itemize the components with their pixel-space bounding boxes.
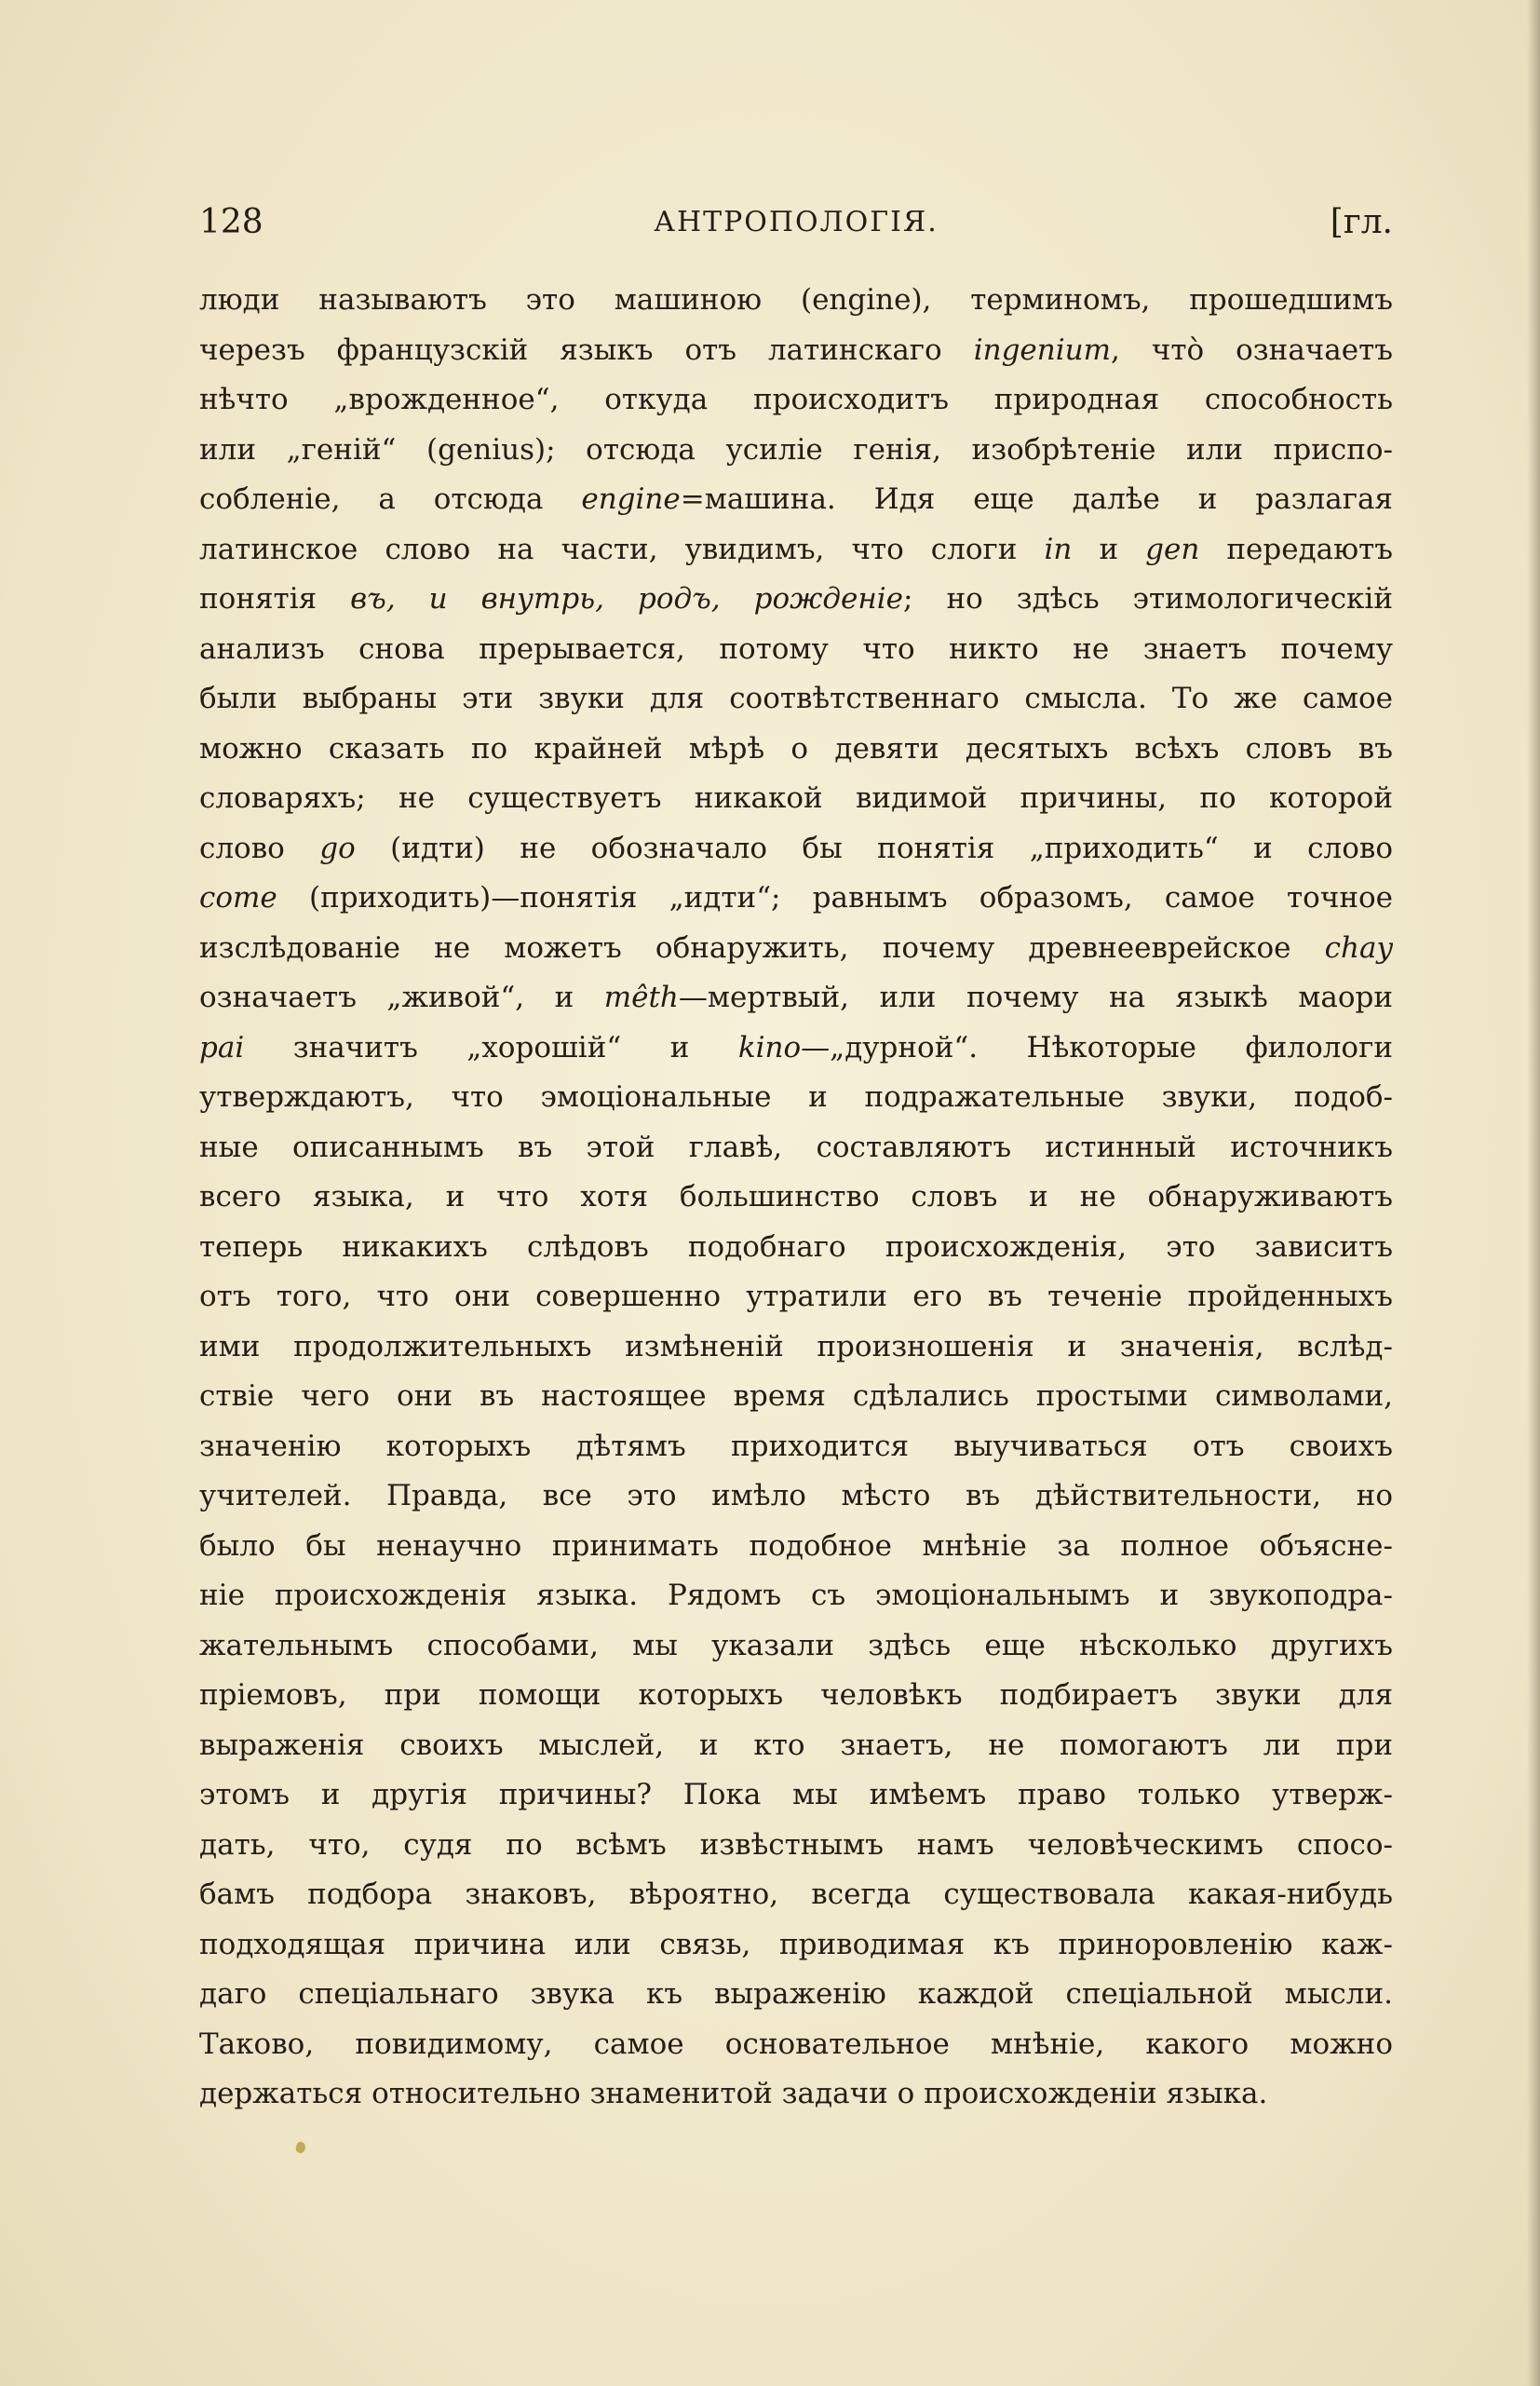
- italic-term: engine: [581, 482, 681, 516]
- text-line: бамъ подбора знаковъ, вѣроятно, всегда существовала какая-нибудь: [199, 1878, 1393, 1911]
- text-line: означаетъ „живой“, и mêth—мертвый, или почему на языкѣ маори: [199, 981, 1393, 1014]
- text-line: или „геній“ (genius); отсюда усиліе генія, изобрѣтеніе или приспо-: [199, 432, 1393, 467]
- text-line: ные описаннымъ въ этой главѣ, составляютъ истинный источникъ: [199, 1130, 1393, 1164]
- text-line: come (приходить)—понятія „идти“; равнымъ образомъ, самое точное: [199, 881, 1393, 915]
- text-line: утверждаютъ, что эмоціональные и подражательные звуки, подоб-: [199, 1080, 1393, 1114]
- ink-spot: [294, 2141, 307, 2155]
- text-line: собленіе, а отсюда engine=машина. Идя еще далѣе и разлагая: [199, 482, 1393, 516]
- text-line: всего языка, и что хотя большинство словъ и не обнаруживаютъ: [199, 1180, 1393, 1213]
- text-line: жательнымъ способами, мы указали здѣсь еще нѣсколько другихъ: [199, 1628, 1393, 1662]
- text-line: ствіе чего они въ настоящее время сдѣлались простыми символами,: [199, 1379, 1393, 1413]
- italic-term: come: [199, 881, 277, 915]
- italic-term: gen: [1145, 532, 1200, 566]
- text-line: ими продолжительныхъ измѣненій произношенія и значенія, вслѣд-: [199, 1329, 1393, 1363]
- text-line: изслѣдованіе не можетъ обнаружить, почему древнееврейское chay: [199, 930, 1393, 965]
- text-line: выраженія своихъ мыслей, и кто знаетъ, не помогаютъ ли при: [199, 1728, 1393, 1762]
- text-line: черезъ французскій языкъ отъ латинскаго ingenium, что̀ означаетъ: [199, 332, 1393, 367]
- body-text: [199, 276, 1393, 2120]
- text-line: Таково, повидимому, самое основательное мнѣніе, какого можно: [199, 2027, 1393, 2061]
- text-line: держаться относительно знаменитой задачи о происхожденіи языка.: [199, 2077, 1268, 2110]
- italic-term: ingenium: [973, 332, 1111, 367]
- text-line: даго спеціальнаго звука къ выраженію каждой спеціальной мысли.: [199, 1977, 1393, 2011]
- page-number: 128: [199, 203, 263, 241]
- text-line: латинское слово на части, увидимъ, что слоги in и gen передаютъ: [199, 532, 1393, 566]
- text-line: отъ того, что они совершенно утратили его въ теченіе пройденныхъ: [199, 1280, 1393, 1313]
- running-title: АНТРОПОЛОГІЯ.: [654, 206, 939, 238]
- text-line: было бы ненаучно принимать подобное мнѣніе за полное объясне-: [199, 1528, 1393, 1563]
- italic-term: pai: [199, 1030, 245, 1064]
- text-line: понятія въ, и внутрь, родъ, рожденіе; но здѣсь этимологическій: [199, 582, 1393, 616]
- text-line: нѣчто „врожденное“, откуда происходитъ природная способность: [199, 383, 1393, 416]
- text-line: теперь никакихъ слѣдовъ подобнаго происхожденія, это зависитъ: [199, 1229, 1393, 1264]
- text-line: пріемовъ, при помощи которыхъ человѣкъ подбираетъ звуки для: [199, 1678, 1393, 1712]
- text-line: учителей. Правда, все это имѣло мѣсто въ дѣйствительности, но: [199, 1479, 1393, 1512]
- text-line: значенію которыхъ дѣтямъ приходится выучиваться отъ своихъ: [199, 1429, 1393, 1463]
- text-line: можно сказать по крайней мѣрѣ о девяти десятыхъ всѣхъ словъ въ: [199, 731, 1393, 766]
- text-line: слово go (идти) не обозначало бы понятія „приходить“ и слово: [199, 831, 1393, 865]
- italic-term: mêth: [603, 981, 679, 1014]
- text-line: ніе происхожденія языка. Рядомъ съ эмоціональнымъ и звукоподра-: [199, 1579, 1393, 1612]
- page-header: [199, 199, 1393, 246]
- text-line: анализъ снова прерывается, потому что никто не знаетъ почему: [199, 631, 1393, 666]
- italic-term: kino: [737, 1030, 802, 1064]
- italic-term: go: [319, 831, 356, 865]
- text-line: дать, что, судя по всѣмъ извѣстнымъ намъ человѣческимъ спосо-: [199, 1827, 1393, 1862]
- text-line: словаряхъ; не существуетъ никакой видимой причины, по которой: [199, 781, 1393, 815]
- text-line: этомъ и другія причины? Пока мы имѣемъ право только утверж-: [199, 1778, 1393, 1811]
- page-edge-shadow: [1527, 0, 1540, 2386]
- italic-term: въ, и внутрь, родъ, рожденіе: [350, 582, 904, 616]
- text-line: pai значитъ „хорошій“ и kino—„дурной“. Нѣкоторые филологи: [199, 1030, 1393, 1064]
- text-line: подходящая причина или связь, приводимая къ приноровленію каж-: [199, 1927, 1393, 1961]
- text-line: люди называютъ это машиною (engine), терминомъ, прошедшимъ: [199, 283, 1393, 317]
- chapter-reference: [гл.: [1330, 203, 1393, 241]
- italic-term: chay: [1324, 930, 1393, 965]
- text-line: были выбраны эти звуки для соотвѣтственнаго смысла. То же самое: [199, 682, 1393, 715]
- italic-term: in: [1044, 532, 1073, 566]
